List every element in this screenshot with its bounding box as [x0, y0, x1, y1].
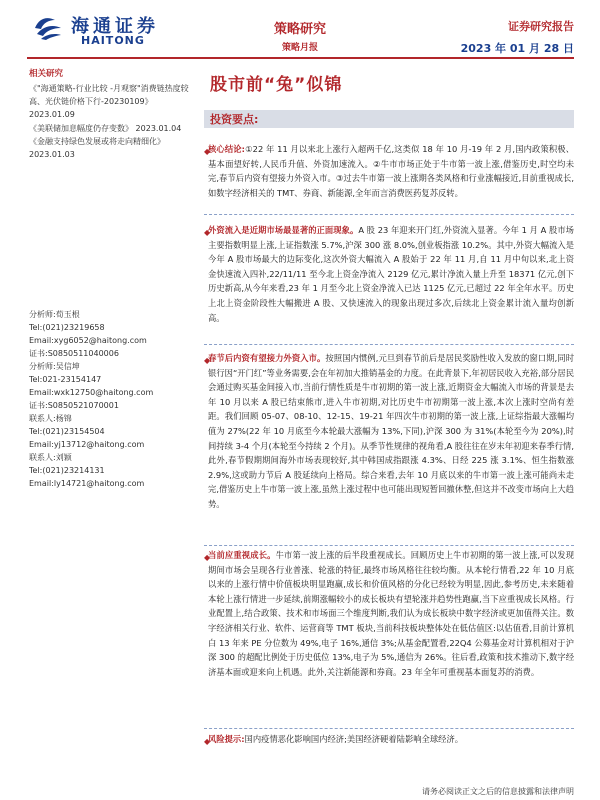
related-research-title: 相关研究	[29, 69, 64, 79]
key-point	[208, 142, 574, 204]
key-point-lead: 当前应重视成长。	[208, 550, 276, 560]
page-header	[0, 0, 600, 55]
key-point-body: A 股 23 年迎来开门红,外资流入显著。今年 1 月 A 股市场主要指数明显上涨,上证指数涨 5.7%,沪深 300 涨 8.0%,创业板指涨 10.2%。其中,外资大幅流入是今年 A 股市场最大的边际变化,这次外资大幅流入 A 股始于 22 年 11 月,自 11 月中旬以来,北上资金快速流入四补,22/11/11 至今北上资金净流入 2129 亿元,累计净流入量上升至 18371 亿元,创下历史新高,从今年来看,23 年 1 月至今北上资金净流入已达 1125 亿元,已超过 22 年全年水平。历史上北上资金阶段性大幅搬进 A 股、又快速流入的现象出现过多次,后续北上资金累计流入量均创新高。	[208, 225, 574, 323]
disclaimer-footer: 请务必阅读正文之后的信息披露和法律声明	[422, 787, 574, 796]
analyst-cert: 证书:S0850521070001	[29, 401, 119, 410]
contact-name: 联系人:刘颖	[29, 453, 72, 462]
haitong-logo-icon	[33, 14, 63, 40]
contact-tel: Tel:(021)23154504	[29, 427, 105, 436]
analyst-tel: Tel:021-23154147	[29, 375, 102, 384]
key-point	[208, 223, 574, 341]
analyst-cert: 证书:S0850511040006	[29, 349, 119, 358]
bullet-icon: ◆	[204, 356, 211, 365]
bullet-icon: ◆	[204, 553, 211, 562]
report-date: 2023 年 01 月 28 日	[460, 42, 574, 55]
haitong-logo	[33, 12, 183, 46]
analyst-email[interactable]: Email:wxk12750@haitong.com	[29, 388, 154, 397]
key-point	[208, 351, 574, 541]
analyst-name: 分析师:吴信坤	[29, 362, 80, 371]
risk-note-lead: 风险提示:	[208, 734, 245, 744]
contact-email[interactable]: Email:yj13712@haitong.com	[29, 440, 145, 449]
bullet-icon: ◆	[204, 147, 211, 156]
report-title: 股市前“兔”似锦	[210, 75, 343, 95]
related-item-date: 2023.01.04	[135, 124, 182, 133]
section-divider	[204, 728, 574, 729]
related-item[interactable]	[29, 82, 199, 121]
report-subsection: 策略月报	[281, 43, 318, 53]
section-divider	[204, 214, 574, 215]
bullet-icon: ◆	[204, 228, 211, 237]
key-point-lead: 核心结论:	[208, 144, 245, 154]
section-divider	[204, 545, 574, 546]
contact-name: 联系人:杨锦	[29, 414, 72, 423]
key-point-lead: 外资流入是近期市场最显著的正面现象。	[208, 225, 359, 235]
section-bar	[204, 110, 574, 128]
analyst-contacts	[29, 308, 199, 490]
related-item-title[interactable]: 《"海通策略-行业比较 -月观察"消费链热度较高、光伏链价格下行-20230109》	[29, 84, 189, 106]
logo-cn-text: 海通证券	[71, 16, 159, 37]
bullet-icon: ◆	[204, 737, 211, 746]
related-research	[29, 68, 199, 162]
related-item-title[interactable]: 《美联储加息幅度仍存变数》	[29, 124, 133, 133]
contact-tel: Tel:(021)23214131	[29, 466, 105, 475]
related-item-title[interactable]: 《金融支持绿色发展或将走向精细化》	[29, 137, 165, 146]
contact-email[interactable]: Email:ly14721@haitong.com	[29, 479, 145, 488]
related-item-date: 2023.01.03	[29, 150, 75, 159]
key-point-body: 牛市第一波上涨的后半段重视成长。回顾历史上牛市初期的第一波上涨,可以发现期间市场会呈现各行业普涨、轮涨的特征,最终市场风格往往较均衡。从本轮行情看,22 年 10 月底以来的上涨行情中价值板块明显跑赢,成长和价值风格的分化已经较为明显,因此,参考历史,未来随着本轮上涨行情进一步延续,前期涨幅较小的成长板块有望轮涨并趋势性跑赢,当下应重视成长风格。行业配置上,结合政策、技术和市场面三个维度判断,我们认为成长板块中数字经济或更加值得关注。数字经济相关行业、软件、运营商等 TMT 板块,当前科技板块整体处在低估值区:以估值看,目前计算机白 13 年来 PE 分位数为 49%,电子 16%,通信 3%;从基金配置看,22Q4 公募基金对计算机相对于沪深 300 的超配比例处于历史低位 13%,电子为 5%,通信为 26%。往后看,政策和技术推动下,数字经济基本面或迎来向上机遇。此外,关注新能源和券商。23 年全年可重视基本面复苏的消费。	[208, 550, 574, 677]
key-point-body: 按照国内惯例,元旦到春节前后是居民奖励性收入发放的窗口期,同时银行因“开门红”等业务需要,会在年初加大推销基金的力度。在此背景下,年初居民收入充裕,部分居民会通过购买基金间接入市,当前行情性质是牛市初期的第一波上涨,近期资金大幅流入市场的背景是去年 10 月以来 A 股已结束熊市,进入牛市初期,对比历史牛市初期第一波上涨,本次上涨时空尚有差距。我们回顾 05-07、08-10、12-15、19-21 年四次牛市初期的第一波上涨,上证综指最大涨幅均值为 27%(22 年 10 月底至今本轮最大涨幅为 13%,下同),沪深 300 为 31%(本轮至今为 20%),时间持续 3-4 个月(本轮至今持续 2 个月)。从季节性规律的视角看,A 股往往在岁末年初迎来春季行情,此外,春节假期期间海外市场表现较好,其中韩国成指跟涨 4.3%、日经 225 涨 3.1%、恒生指数涨 2.9%,这或助力节后 A 股延续向上格局。综合来看,去年 10 月底以来的牛市第一波上涨可能尚未走完,借鉴历史上牛市第一波上涨,虽然上涨过程中也可能出现短暂回撤休整,但这并不改变市场向上大趋势。	[208, 353, 574, 509]
key-point-body: ①22 年 11 月以来北上涨行入超两千亿,这类似 18 年 10 月-19 年 2 月,国内政策积极、基本面望好转,人民币升值、外资加速流入。②牛市市场正处于牛市第一波上涨,借鉴历史,时空均未完,春节后内资有望接力外资入市。③过去牛市第一波上涨期各类风格和行业涨幅接近,目前重视成长,如数字经济相关的 TMT、券商、新能源,全年而言消费医药复苏反转。	[208, 144, 574, 198]
report-section: 策略研究	[273, 22, 326, 37]
section-title: 投资要点:	[210, 113, 259, 126]
key-point	[208, 548, 574, 724]
key-point-lead: 春节后内资有望接力外资入市。	[208, 353, 326, 363]
risk-note	[208, 732, 574, 748]
analyst-email[interactable]: Email:xyg6052@haitong.com	[29, 336, 147, 345]
related-item-date: 2023.01.09	[29, 110, 75, 119]
related-item[interactable]	[29, 135, 199, 161]
analyst-name: 分析师:荀玉根	[29, 310, 80, 319]
report-type: 证券研究报告	[508, 20, 574, 33]
section-divider	[204, 344, 574, 345]
header-divider	[27, 57, 574, 59]
risk-note-body: 国内疫情恶化影响国内经济;美国经济硬着陆影响全球经济。	[244, 734, 464, 744]
analyst-tel: Tel:(021)23219658	[29, 323, 105, 332]
logo-en-text: HAITONG	[81, 34, 145, 47]
related-item[interactable]	[29, 122, 199, 135]
